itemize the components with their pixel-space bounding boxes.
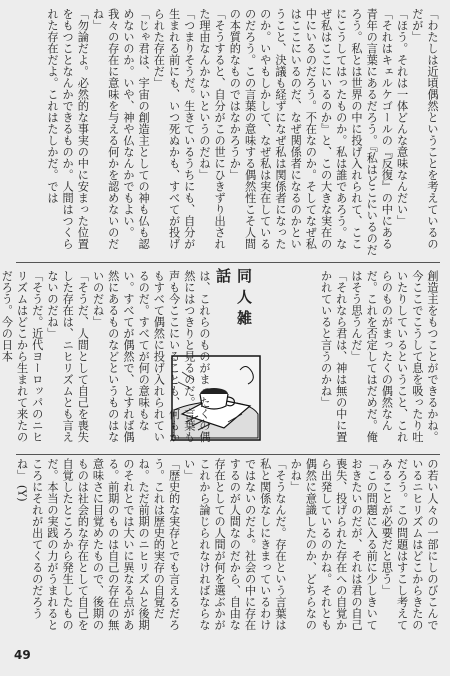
section-heading: 同人雑話	[214, 268, 253, 331]
text-column-bottom: の若い人々の一部にしのびこんでいるニヒリズムはどこからきたのだろう。この問題はすこし考えてみることが必要だと思う」 「この問題に入る前に少しきいておきたいのだが、それは君の自己喪失、投げられた存在への自覚から出発しているのかね。それとも偶然に意識したのか、どちらなのかね」 「そうなんだ。存在という言葉は私と関係なしにきまっているわけではないのだよ。社会の中に存在するのが人間なのだから、自由な存在としての人間が何を選ぶかがこれから論じられなければならない」 「歴史的な実存とでも言えるだろう。これは歴史的実存の自覚だね。ただ前期のニヒリズムと後期のそれとでは大いに異なる点がある。前期のものは自己の存在の無意味さに目覚めたもので、後期のものは社会的な存在として自己を自覚したところから発生したものだ。本当の実践の力がうまれるところにそれが出てくるのだろうね」 (Y)	[15, 458, 439, 631]
divider-line-top	[16, 262, 440, 263]
divider-line-bottom	[16, 454, 440, 455]
text-column-middle-left: は、これらのものがまったくの偶然にはつきりと見るのだ。言葉も声も今ここにいることも、何もかもすべて偶然に投げ入れられているのだ。すべてが何の意味もない。すべてが偶然で、とすれば偶然にあるものなどというものはないのだね」 「そうだ、人間として自己を喪失した存在は、ニヒリズムとも言えないのだね」 「そうだ。近代ヨーロッパのニヒリズムはどこから生まれて来たのだろう。今の日本	[0, 270, 211, 443]
page-number: 49	[14, 648, 31, 662]
text-column-middle-right: 創造主をもつことができるかね。今ここでこうして息を吸ったり吐いたりしているということ、これらのものがまったくの偶然なんだ。これを否定してはだめだ。俺はそう思うんだ」 「それなら君は、神は無の中に置かれていると言うのかね」	[319, 270, 439, 443]
text-column-top: 「わたしは近頃偶然ということを考えているのだが」 「ほう。それは一体どんな意味なんだい」 「それはキェルケゴールの『反復』の中にある青年の言葉にあるだろう。『私はどこにいるのだろう。私とは世界の中に投げ入れられて、ここにこうしてはったものか。私は誰であろう。なぜ私はここにいるのか』と、この大きな実在の中にいるのだろう。不在なのか。そしてなぜ私はここにいるのだ、なぜ関係者になるのかということ、決議も経ずになぜ私は関係者になったのか。いやもしかして、なぜ私は実在しているのだろう。この言葉の意味する偶然性こそ人間の本質的なものではなかろうか」 「そうすると、自分がこの世にひきずり出された理由なんかないというのだね」 「つまりそうだ。生きているうちにも、自分が生まれる前にも、いつ死ぬかも、すべてが投げられた存在だ」 「じゃ君は、宇宙の創造主としての神も仏も認めないのか。いや、神や仏なんかでもよい。我々の存在に意味を与える何かを認めないのだね」 「勿論だよ。必然的な事実の中に安まった位置をもつことなんかできるものか。人間はつくられた存在だよ。これはたしかだ。では	[45, 8, 439, 256]
